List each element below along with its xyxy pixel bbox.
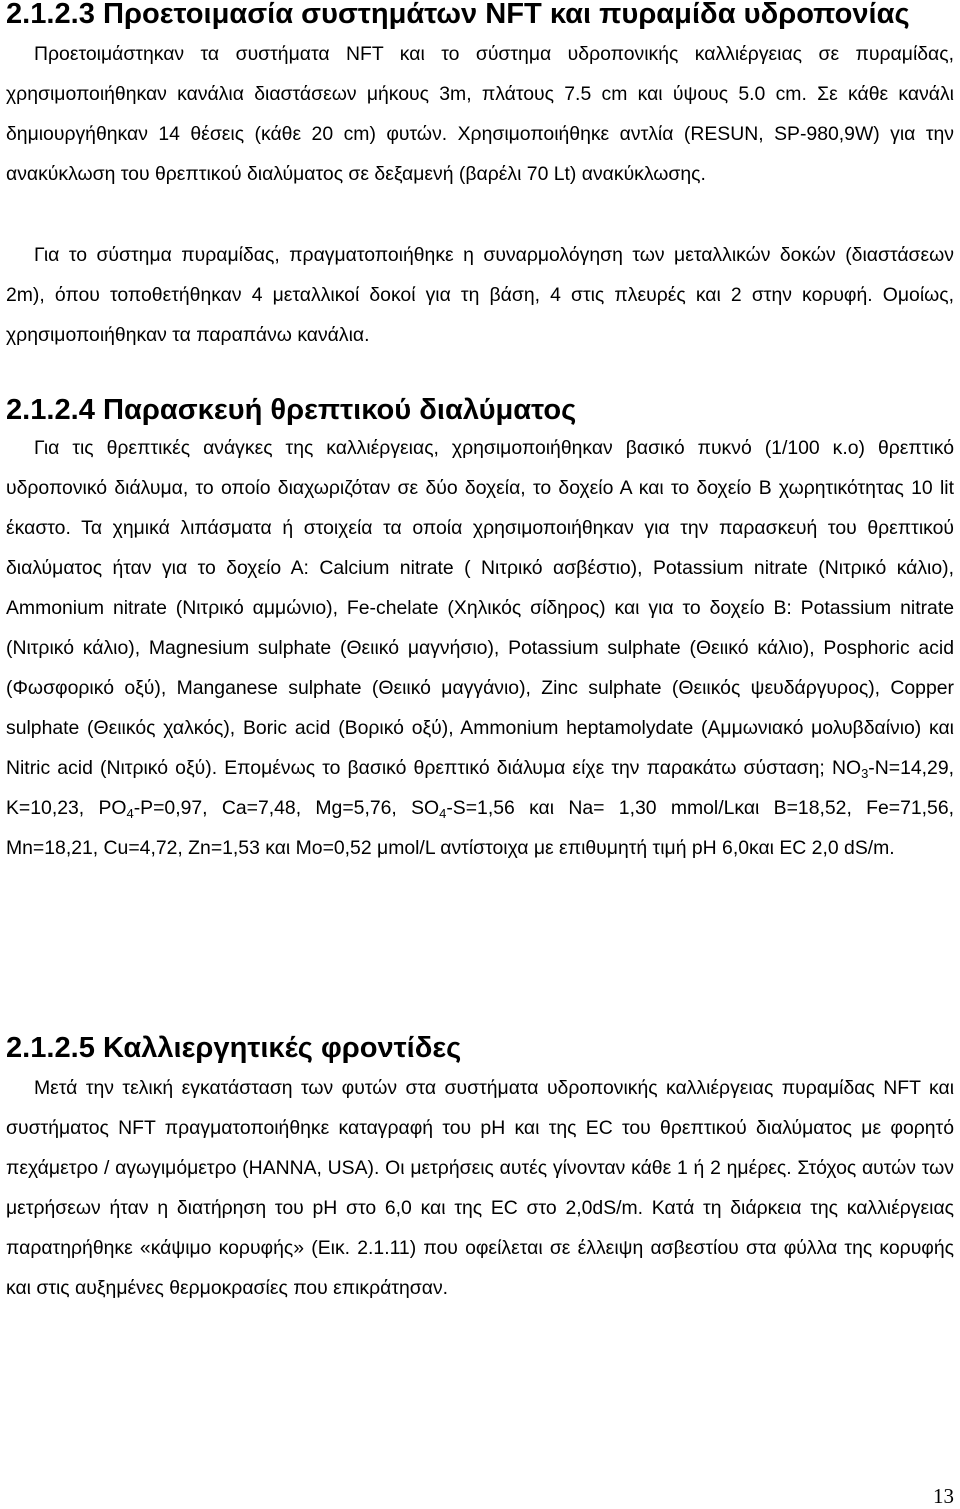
section-heading-2-1-2-5 (6, 1028, 954, 1068)
subscript: 4 (126, 806, 134, 821)
heading-text: 2.1.2.5 Καλλιεργητικές φροντίδες (6, 1032, 462, 1064)
paragraph-nutrient-solution (6, 428, 954, 868)
section-heading-2-1-2-4 (6, 390, 954, 430)
paragraph-nft-preparation: Προετοιμάστηκαν τα συστήματα NFT και το σύστημα υδροπονικής καλλιέργειας σε πυραμίδας, χρησιμοποιήθηκαν κανάλια διαστάσεων μήκους 3m, πλάτους 7.5 cm και ύψους 5.0 cm. Σε κάθε κανάλι δημιουργήθηκαν 14 θέσεις (κάθε 20 cm) φυτών. Χρησιμοποιήθηκε αντλία (RESUN, SP-980,9W) για την ανακύκλωση του θρεπτικού διαλύματος σε δεξαμενή (βαρέλι 70 Lt) ανακύκλωσης. (6, 43, 954, 185)
paragraph-text-part: -S=1,56 και Na= 1,30 mmol/Lκαι B=18,52, Fe=71,56, Mn=18,21, Cu=4,72, Zn=1,53 και Mo=0,52 μmol/L αντίστοιχα με επιθυμητή τιμή pH 6,0και EC 2,0 dS/m. (6, 797, 954, 859)
subscript: 4 (439, 806, 447, 821)
page-number: 13 (933, 1484, 954, 1508)
paragraph-cultivation-care: Μετά την τελική εγκατάσταση των φυτών στα συστήματα υδροπονικής καλλιέργειας πυραμίδας NFT και συστήματος NFT πραγματοποιήθηκε καταγραφή του pH και της EC του θρεπτικού διαλύματος με φορητό πεχάμετρο / αγωγιμόμετρο (HANNA, USA). Οι μετρήσεις αυτές γίνονταν κάθε 1 ή 2 ημέρες. Στόχος αυτών των μετρήσεων ήταν η διατήρηση του pH στο 6,0 και της EC στο 2,0dS/m. Κατά τη διάρκεια της καλλιέργειας παρατηρήθηκε «κάψιμο κορυφής» (Εικ. 2.1.11) που οφείλεται σε έλλειψη ασβεστίου στα φύλλα της κορυφής και στις αυξημένες θερμοκρασίες που επικράτησαν. (6, 1077, 954, 1299)
section-heading-2-1-2-3 (6, 0, 954, 34)
paragraph-text-part: Για τις θρεπτικές ανάγκες της καλλιέργειας, χρησιμοποιήθηκαν βασικό πυκνό (1/100 κ.ο) θρεπτικό υδροπονικό διάλυμα, το οποίο διαχωριζόταν σε δύο δοχεία, το δοχείο Α και το δοχείο Β χωρητικότητας 10 lit έκαστο. Τα χημικά λιπάσματα ή στοιχεία τα οποία χρησιμοποιήθηκαν για την παρασκευή του θρεπτικού διαλύματος ήταν για το δοχείο Α: Calcium nitrate ( Νιτρικό ασβέστιο), Potassium nitrate (Νιτρικό κάλιο), Ammonium nitrate (Νιτρικό αμμώνιο), Fe-chelate (Χηλικός σίδηρος) και για το δοχείο Β: Potassium nitrate (Νιτρικό κάλιο), Magnesium sulphate (Θειικό μαγνήσιο), Potassium sulphate (Θειικό κάλιο), Posphoric acid (Φωσφορικό οξύ), Manganese sulphate (Θειικό μαγγάνιο), Zinc sulphate (Θειικός ψευδάργυρος), Copper sulphate (Θειικός χαλκός), Boric acid (Βορικό οξύ), Ammonium heptamolydate (Αμμωνιακό μολυβδαίνιο) και Nitric acid (Νιτρικό οξύ). Επομένως το βασικό θρεπτικό διάλυμα είχε την παρακάτω σύσταση; NO (6, 437, 954, 779)
heading-text: 2.1.2.3 Προετοιμασία συστημάτων NFT και πυραμίδα υδροπονίας (6, 0, 910, 30)
paragraph-pyramid-system: Για το σύστημα πυραμίδας, πραγματοποιήθηκε η συναρμολόγηση των μεταλλικών δοκών (διαστάσεων 2m), όπου τοποθετήθηκαν 4 μεταλλικοί δοκοί για τη βάση, 4 στις πλευρές και 2 στην κορυφή. Ομοίως, χρησιμοποιήθηκαν τα παραπάνω κανάλια. (6, 244, 954, 346)
heading-text: 2.1.2.4 Παρασκευή θρεπτικού διαλύματος (6, 394, 577, 426)
paragraph-text-part: -N=14,29, K=10,23, PO (6, 757, 954, 819)
paragraph-text-part: -P=0,97, Ca=7,48, Mg=5,76, SO (133, 797, 440, 819)
subscript: 3 (861, 766, 869, 781)
